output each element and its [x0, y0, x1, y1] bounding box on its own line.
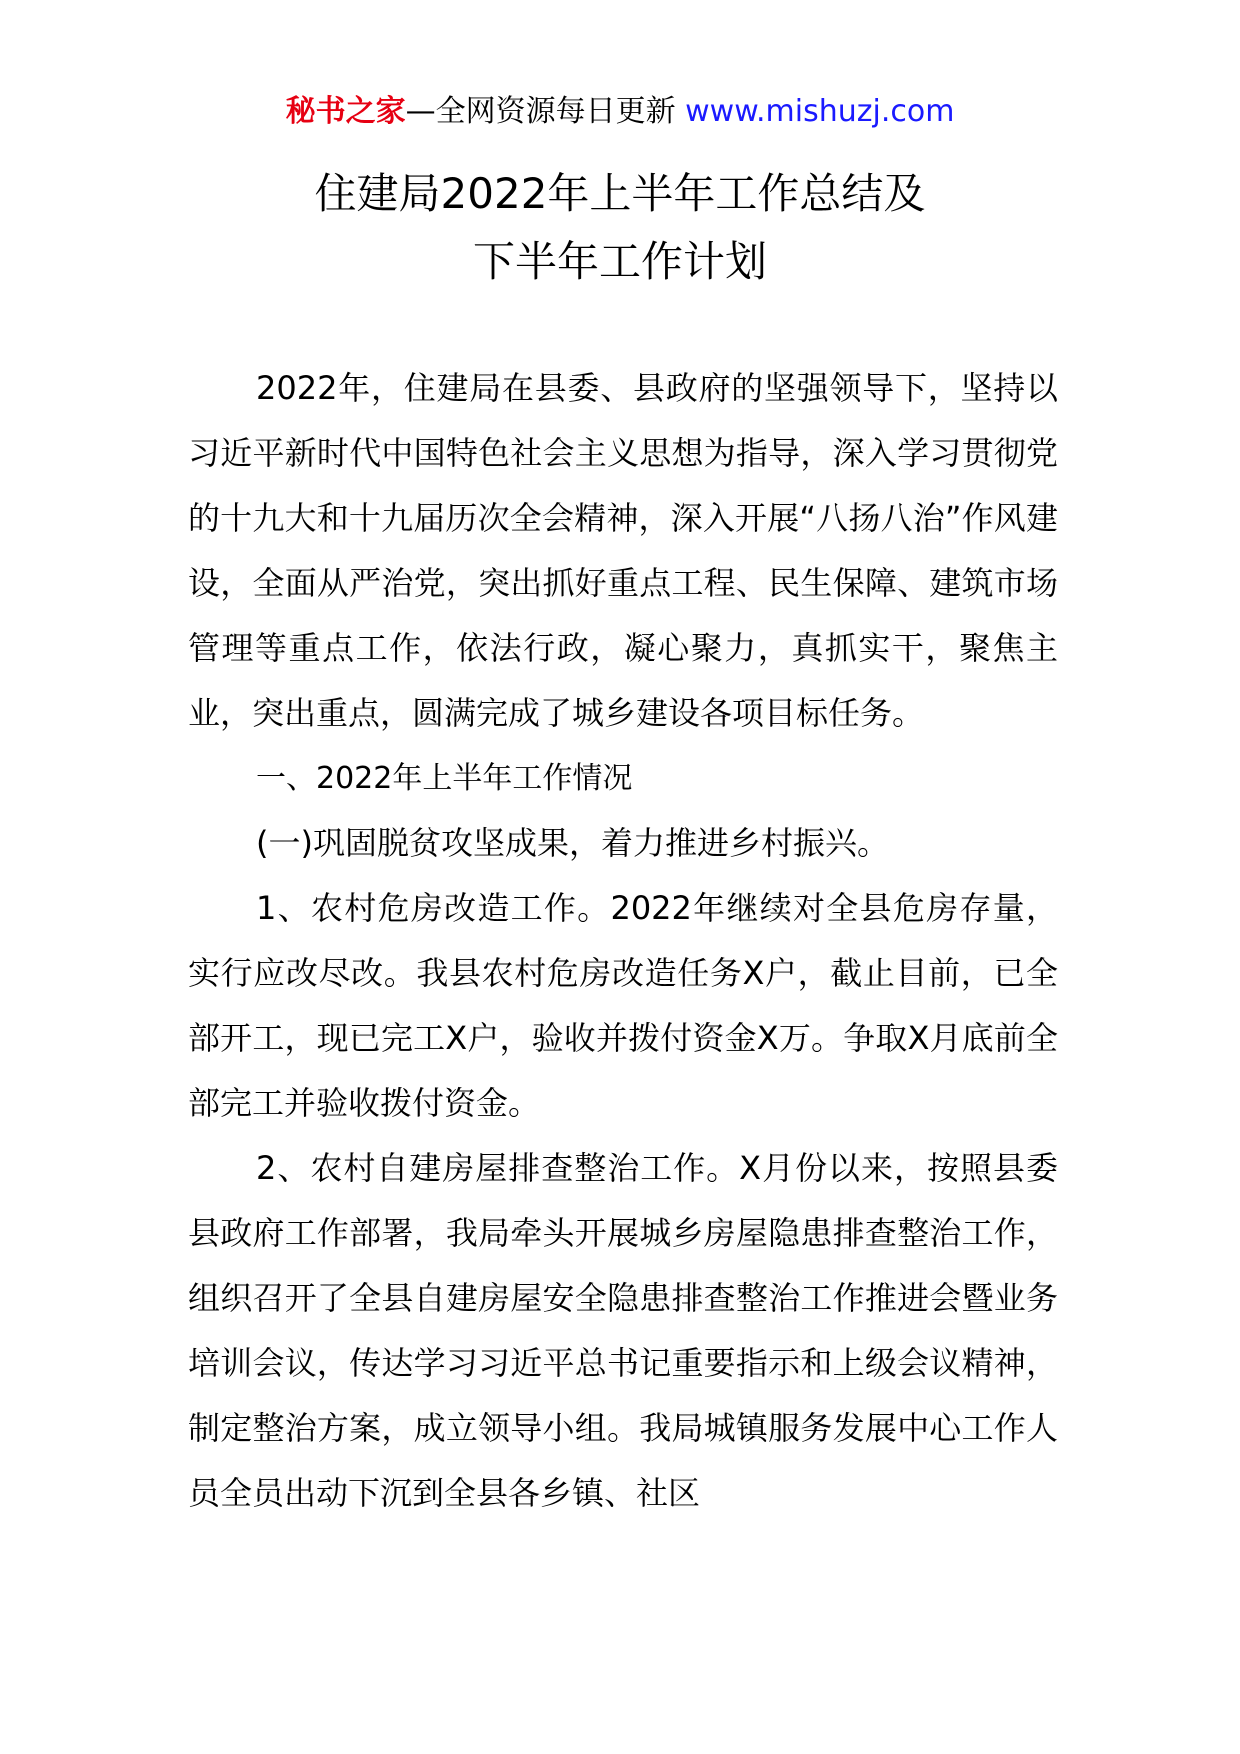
item-paragraph-2: 2、农村自建房屋排查整治工作。X月份以来，按照县委县政府工作部署，我局牵头开展城乡房屋隐患排查整治工作，组织召开了全县自建房屋安全隐患排查整治工作推进会暨业务培训会议，传达学习习近平总书记重要指示和上级会议精神，制定整治方案，成立领导小组。我局城镇服务发展中心工作人员全员出动下沉到全县各乡镇、社区 [188, 1149, 1058, 1512]
brand-slogan: —全网资源每日更新 [405, 94, 676, 129]
title-line-1: 住建局2022年上半年工作总结及 [314, 169, 926, 218]
document-title [0, 160, 1240, 296]
section-heading-1: 一、2022年上半年工作情况 [256, 761, 633, 796]
site-watermark-header [0, 92, 1240, 132]
subsection-heading-1: (一)巩固脱贫攻坚成果，着力推进乡村振兴。 [256, 824, 889, 862]
title-line-2: 下半年工作计划 [472, 237, 767, 286]
brand-name: 秘书之家 [285, 94, 406, 129]
intro-paragraph: 2022年，住建局在县委、县政府的坚强领导下，坚持以习近平新时代中国特色社会主义思想为指导，深入学习贯彻党的十九大和十九届历次全会精神，深入开展“八扬八治”作风建设，全面从严治党，突出抓好重点工程、民生保障、建筑市场管理等重点工作，依法行政，凝心聚力，真抓实干，聚焦主业，突出重点，圆满完成了城乡建设各项目标任务。 [188, 369, 1058, 732]
item-paragraph-1: 1、农村危房改造工作。2022年继续对全县危房存量，实行应改尽改。我县农村危房改造任务X户，截止目前，已全部开工，现已完工X户，验收并拨付资金X万。争取X月底前全部完工并验收拨付资金。 [188, 889, 1058, 1122]
document-body [188, 356, 1058, 1526]
brand-url: www.mishuzj.com [685, 94, 955, 129]
